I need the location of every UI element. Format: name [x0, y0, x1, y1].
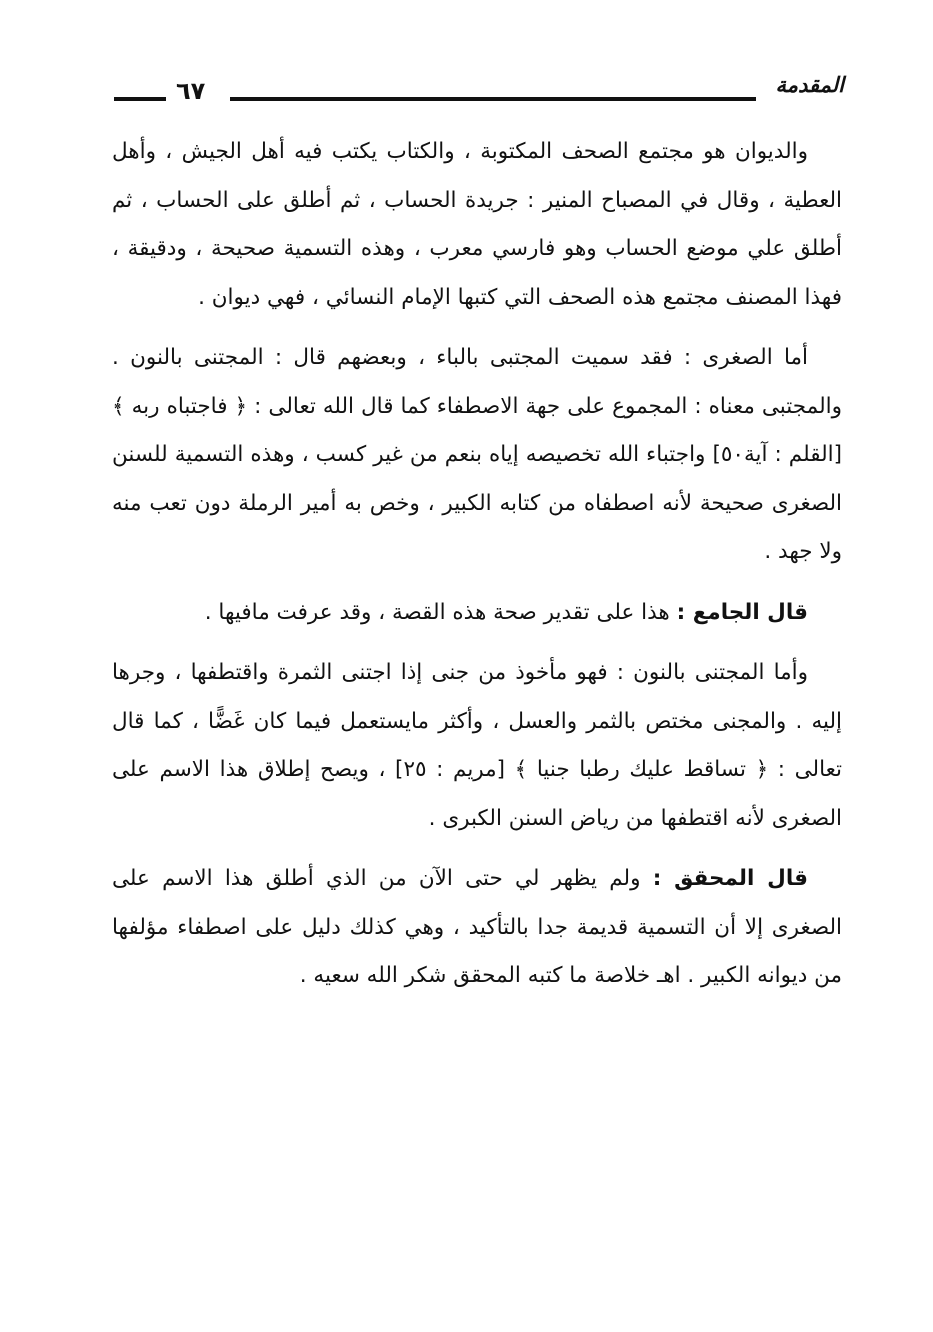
paragraph-text: والديوان هو مجتمع الصحف المكتوبة ، والكتاب يكتب فيه أهل الجيش ، وأهل العطية ، وقال في المصباح المنير : جريدة الحساب ، ثم أطلق على الحساب ، ثم أطلق علي موضع الحساب وهو فارسي معرب ، وهذه التسمية صحيحة ، ودقيقة ، فهذا المصنف مجتمع هذه الصحف التي كتبها الإمام النسائي ، فهي ديوان . — [112, 139, 842, 310]
header-rule-short — [114, 97, 166, 101]
paragraph — [112, 855, 842, 1001]
paragraph-lead: قال المحقق : — [652, 866, 808, 891]
page-header — [108, 70, 844, 114]
header-rule-long — [230, 97, 756, 101]
paragraph — [112, 128, 842, 322]
page-number: ٦٧ — [176, 77, 206, 105]
paragraph — [112, 589, 842, 638]
paragraph-text: هذا على تقدير صحة هذه القصة ، وقد عرفت مافيها . — [204, 599, 677, 625]
running-title: المقدمة — [775, 73, 844, 97]
paragraph-text: وأما المجتنى بالنون : فهو مأخوذ من جنى إذا اجتنى الثمرة واقتطفها ، وجرها إليه . والمجنى مختص بالثمر والعسل ، وأكثر مايستعمل فيما كان غَضًّا ، كما قال تعالى : ﴿ تساقط عليك رطبا جنيا ﴾ [مريم : ٢٥] ، ويصح إطلاق هذا الاسم على الصغرى لأنه اقتطفها من رياض السنن الكبرى . — [112, 660, 842, 831]
paragraph-text: أما الصغرى : فقد سميت المجتبى بالباء ، وبعضهم قال : المجتنى بالنون . والمجتبى معناه : المجموع على جهة الاصطفاء كما قال الله تعالى : ﴿ فاجتباه ربه ﴾ [القلم : آية٥٠] واجتباء الله تخصيصه إياه بنعم من غير كسب ، وهذه التسمية للسنن الصغرى صحيحة لأنه اصطفاه من كتابه الكبير ، وخص به أمير الرملة دون تعب منه ولا جهد . — [112, 345, 842, 564]
paragraph — [112, 334, 842, 577]
paragraph-text: ولم يظهر لي حتى الآن من الذي أطلق هذا الاسم على الصغرى إلا أن التسمية قديمة جدا بالتأكيد ، وهي كذلك دليل على اصطفاء مؤلفها من ديوانه الكبير . اهـ خلاصة ما كتبه المحقق شكر الله سعيه . — [112, 866, 842, 988]
paragraph — [112, 649, 842, 843]
paragraph-lead: قال الجامع : — [676, 599, 808, 625]
body-text — [112, 128, 842, 1013]
